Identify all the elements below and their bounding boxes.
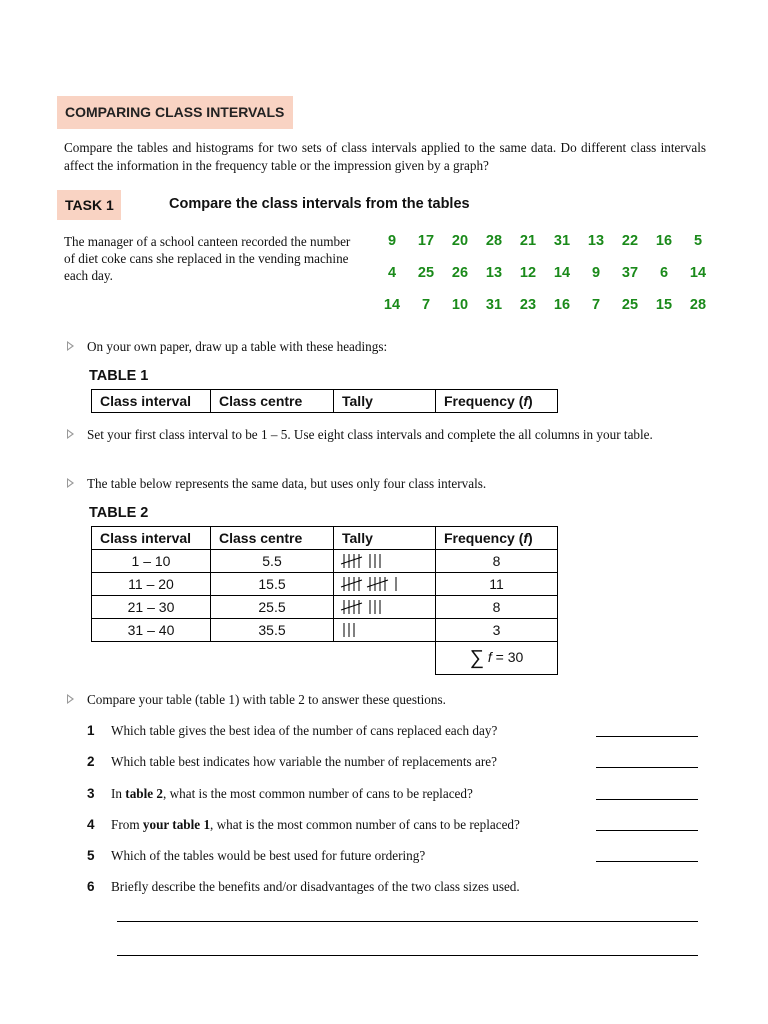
data-value: 13 xyxy=(587,233,605,249)
data-value: 12 xyxy=(519,265,537,281)
bullet-arrow-icon xyxy=(67,478,74,488)
cell-centre: 35.5 xyxy=(211,619,334,642)
data-value: 14 xyxy=(383,297,401,313)
tally-marks xyxy=(340,551,428,571)
cell-centre: 5.5 xyxy=(211,550,334,573)
data-row xyxy=(375,295,715,327)
cell-tally xyxy=(334,550,436,573)
data-value: 5 xyxy=(693,233,703,249)
question-text: In table 2, what is the most common number of cans to be replaced? xyxy=(111,786,473,801)
header-class-interval: Class interval xyxy=(92,390,211,413)
bullet-arrow-icon xyxy=(67,694,74,704)
canteen-description: The manager of a school canteen recorded the number of diet coke cans she replaced in the vending machine each day. xyxy=(64,234,351,283)
table2 xyxy=(91,526,558,675)
section-heading: COMPARING CLASS INTERVALS xyxy=(57,96,293,129)
table-row xyxy=(92,596,558,619)
question-text: Briefly describe the benefits and/or disadvantages of the two class sizes used. xyxy=(111,879,520,894)
data-value: 25 xyxy=(417,265,435,281)
data-value: 16 xyxy=(553,297,571,313)
question-text: From your table 1, what is the most common number of cans to be replaced? xyxy=(111,817,520,832)
data-value: 20 xyxy=(451,233,469,249)
instruction-bullet xyxy=(87,338,387,355)
question-6 xyxy=(0,878,768,898)
data-value: 9 xyxy=(591,265,601,281)
question-text: Which of the tables would be best used for future ordering? xyxy=(111,848,426,863)
header-frequency-label: Frequency ( xyxy=(444,393,524,409)
frequency-sum xyxy=(436,642,558,675)
data-value: 37 xyxy=(621,265,639,281)
question-number: 5 xyxy=(87,848,95,863)
data-value: 4 xyxy=(387,265,397,281)
f-symbol: f xyxy=(487,648,492,665)
bullet-arrow-icon xyxy=(67,341,74,351)
header-frequency-close: ) xyxy=(528,393,533,409)
cell-frequency: 8 xyxy=(436,596,558,619)
data-row xyxy=(375,231,715,263)
cell-interval: 11 – 20 xyxy=(92,573,211,596)
data-value: 15 xyxy=(655,297,673,313)
instruction-bullet xyxy=(87,426,705,443)
header-class-interval: Class interval xyxy=(92,527,211,550)
question-5 xyxy=(0,847,768,867)
data-value: 31 xyxy=(553,233,571,249)
question-number: 4 xyxy=(87,817,95,832)
sum-value: = 30 xyxy=(491,648,524,665)
instruction-text: Compare your table (table 1) with table 2 to answer these questions. xyxy=(87,692,446,707)
header-frequency-close: ) xyxy=(528,530,533,546)
tally-marks xyxy=(340,574,428,594)
cell-interval: 21 – 30 xyxy=(92,596,211,619)
answer-blank[interactable] xyxy=(596,753,698,768)
data-value: 6 xyxy=(659,265,669,281)
table-header-row xyxy=(92,527,558,550)
instruction-text: The table below represents the same data, but uses only four class intervals. xyxy=(87,476,487,491)
header-class-centre: Class centre xyxy=(211,527,334,550)
answer-blank[interactable] xyxy=(596,722,698,737)
question-number: 1 xyxy=(87,723,95,738)
data-value: 26 xyxy=(451,265,469,281)
sum-row xyxy=(92,642,558,675)
f-symbol: f xyxy=(523,530,529,546)
cell-interval: 31 – 40 xyxy=(92,619,211,642)
data-value: 10 xyxy=(451,297,469,313)
data-value: 23 xyxy=(519,297,537,313)
header-frequency-label: Frequency ( xyxy=(444,530,524,546)
data-value: 7 xyxy=(421,297,431,313)
instruction-text: On your own paper, draw up a table with these headings: xyxy=(87,339,388,354)
tally-marks xyxy=(340,620,428,640)
task-label: TASK 1 xyxy=(57,190,121,220)
instruction-text: Set your first class interval to be 1 – 5. Use eight class intervals and complete the all columns in your table. xyxy=(87,427,653,442)
table-header-row xyxy=(92,390,558,413)
cell-frequency: 11 xyxy=(436,573,558,596)
empty-cell xyxy=(92,642,211,675)
cell-centre: 15.5 xyxy=(211,573,334,596)
cell-frequency: 3 xyxy=(436,619,558,642)
data-value: 17 xyxy=(417,233,435,249)
answer-line[interactable] xyxy=(117,955,698,956)
data-row xyxy=(375,263,715,295)
f-symbol: f xyxy=(523,393,529,409)
data-value: 31 xyxy=(485,297,503,313)
question-1 xyxy=(0,722,768,742)
cell-tally xyxy=(334,596,436,619)
data-value: 9 xyxy=(387,233,397,249)
table-row xyxy=(92,573,558,596)
data-value: 14 xyxy=(689,265,707,281)
answer-blank[interactable] xyxy=(596,847,698,862)
table2-label: TABLE 2 xyxy=(89,505,149,521)
data-value: 28 xyxy=(485,233,503,249)
instruction-bullet xyxy=(87,691,446,708)
data-value: 16 xyxy=(655,233,673,249)
cell-frequency: 8 xyxy=(436,550,558,573)
data-value: 7 xyxy=(591,297,601,313)
cell-tally xyxy=(334,619,436,642)
header-tally: Tally xyxy=(334,390,436,413)
cell-tally xyxy=(334,573,436,596)
sigma-symbol: ∑ xyxy=(469,646,484,669)
header-frequency xyxy=(436,527,558,550)
table-row xyxy=(92,550,558,573)
data-values-grid xyxy=(375,231,715,327)
tally-marks xyxy=(340,597,428,617)
question-text: Which table gives the best idea of the number of cans replaced each day? xyxy=(111,723,498,738)
data-value: 25 xyxy=(621,297,639,313)
question-2 xyxy=(0,753,768,773)
answer-line[interactable] xyxy=(117,921,698,922)
question-number: 3 xyxy=(87,786,95,801)
data-value: 21 xyxy=(519,233,537,249)
header-class-centre: Class centre xyxy=(211,390,334,413)
table1 xyxy=(91,389,558,413)
question-3 xyxy=(0,785,768,805)
question-4 xyxy=(0,816,768,836)
header-frequency xyxy=(436,390,558,413)
data-value: 14 xyxy=(553,265,571,281)
intro-paragraph: Compare the tables and histograms for two sets of class intervals applied to the same data. Do different class intervals affect the information in the frequency table or the impression given by a graph? xyxy=(64,140,706,173)
cell-interval: 1 – 10 xyxy=(92,550,211,573)
question-number: 2 xyxy=(87,754,95,769)
answer-blank[interactable] xyxy=(596,785,698,800)
question-text: Which table best indicates how variable the number of replacements are? xyxy=(111,754,497,769)
cell-centre: 25.5 xyxy=(211,596,334,619)
header-tally: Tally xyxy=(334,527,436,550)
task-title: Compare the class intervals from the tables xyxy=(169,196,470,212)
empty-cell xyxy=(211,642,334,675)
answer-blank[interactable] xyxy=(596,816,698,831)
bullet-arrow-icon xyxy=(67,429,74,439)
data-value: 13 xyxy=(485,265,503,281)
table1-label: TABLE 1 xyxy=(89,368,149,384)
empty-cell xyxy=(334,642,436,675)
data-value: 28 xyxy=(689,297,707,313)
instruction-bullet xyxy=(87,475,486,492)
question-number: 6 xyxy=(87,879,95,894)
table-row xyxy=(92,619,558,642)
data-value: 22 xyxy=(621,233,639,249)
